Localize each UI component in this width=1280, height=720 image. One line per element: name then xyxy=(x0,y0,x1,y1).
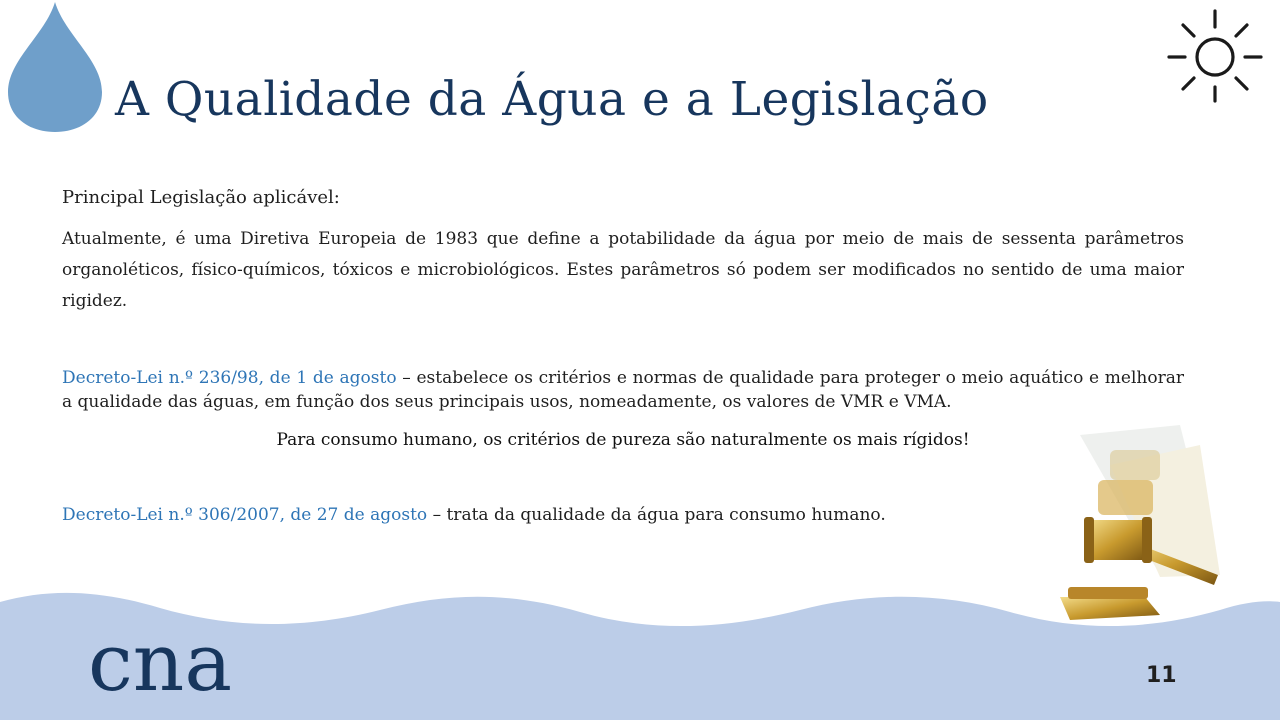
page-number: 11 xyxy=(1146,663,1177,688)
intro-paragraph: Atualmente, é uma Diretiva Europeia de 1983 que define a potabilidade da água por meio de mais de sessenta parâmetros organoléticos, físico-químicos, tóxicos e microbiológicos. Estes parâmetros só podem ser modificados no sentido de uma maior rigidez. xyxy=(62,229,1184,311)
slide-body xyxy=(62,187,1184,317)
decree-236-text: – estabelece os critérios e normas de qualidade para proteger o meio aquático e melhorar a qualidade das águas, em função dos seus principais usos, nomeadamente, os valores de VMR e VMA. xyxy=(62,368,1184,412)
emphasis-statement: Para consumo humano, os critérios de pureza são naturalmente os mais rígidos! xyxy=(276,430,970,450)
slide-title: A Qualidade da Água e a Legislação xyxy=(115,72,989,127)
gavel-icon xyxy=(1040,425,1225,625)
cna-logo: cna xyxy=(88,616,233,709)
decree-306-text: – trata da qualidade da água para consumo humano. xyxy=(427,505,886,525)
decree-236-paragraph xyxy=(62,366,1184,414)
decree-306-paragraph xyxy=(62,505,1184,525)
section-heading: Principal Legislação aplicável: xyxy=(62,187,340,208)
water-drop-icon xyxy=(0,0,110,140)
decree-306-reference: Decreto-Lei n.º 306/2007, de 27 de agosto xyxy=(62,505,428,525)
sun-icon xyxy=(1165,5,1265,105)
decree-236-reference: Decreto-Lei n.º 236/98, de 1 de agosto xyxy=(62,368,397,388)
